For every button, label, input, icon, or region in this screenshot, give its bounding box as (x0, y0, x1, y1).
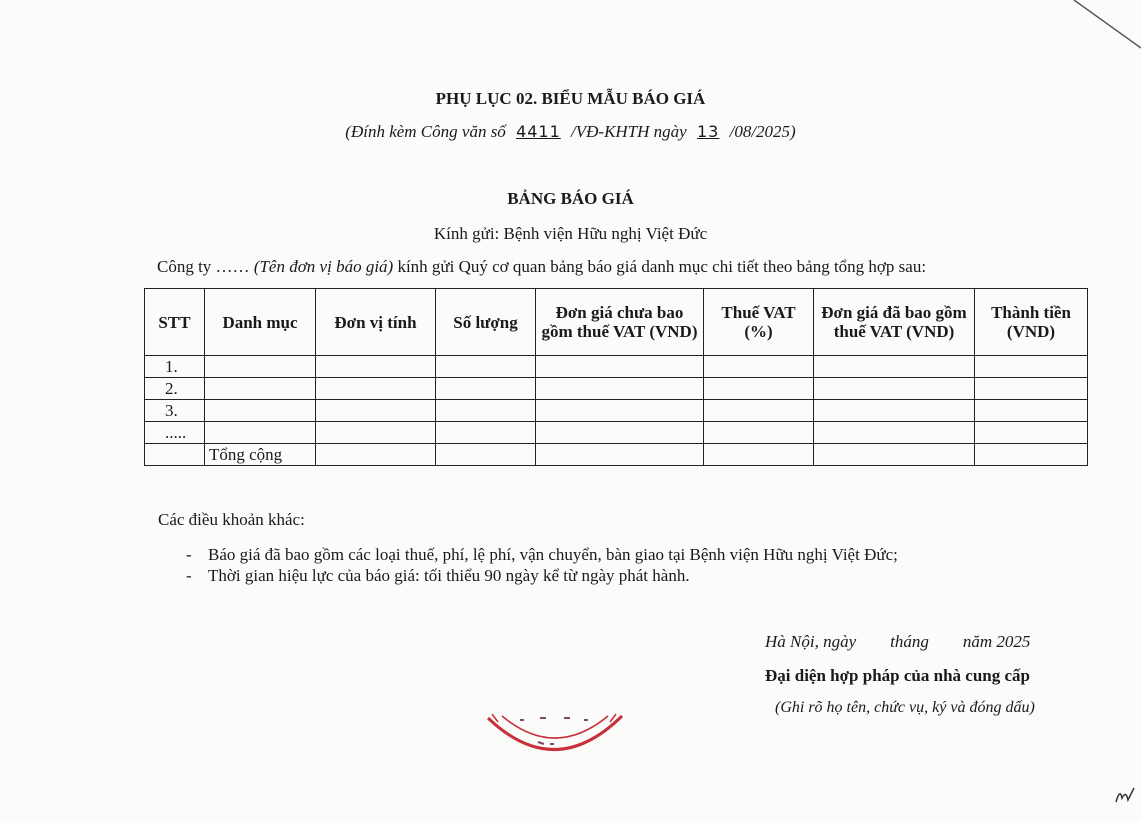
cell-total[interactable] (975, 356, 1088, 378)
cell-category[interactable] (205, 356, 316, 378)
cell-category[interactable] (205, 378, 316, 400)
cell-category[interactable] (205, 422, 316, 444)
header-price-excl-vat: Đơn giá chưa bao gồm thuế VAT (VND) (536, 289, 704, 356)
intro-line (157, 257, 926, 277)
cell-price-excl-vat[interactable] (536, 422, 704, 444)
cell-price-excl-vat[interactable] (536, 400, 704, 422)
table-row (145, 400, 1088, 422)
header-price-incl-vat: Đơn giá đã bao gồm thuế VAT (VND) (814, 289, 975, 356)
attachment-suffix: /08/2025) (729, 122, 796, 141)
table-total-row (145, 444, 1088, 466)
cell-unit[interactable] (316, 422, 436, 444)
appendix-title: PHỤ LỤC 02. BIỂU MẪU BÁO GIÁ (435, 89, 706, 108)
table-row (145, 356, 1088, 378)
header-total: Thành tiền (VND) (975, 289, 1088, 356)
header-vat-rate: Thuế VAT (%) (704, 289, 814, 356)
cell-unit[interactable] (316, 378, 436, 400)
place-date: Hà Nội, ngày tháng năm 2025 (765, 632, 1031, 651)
row-stt: ..... (145, 422, 205, 444)
cell-price-incl-vat[interactable] (814, 422, 975, 444)
term-item (186, 545, 898, 565)
cell-price-excl-vat[interactable] (536, 378, 704, 400)
bullet-dash: - (186, 566, 192, 585)
table-row (145, 422, 1088, 444)
form-title: BẢNG BÁO GIÁ (507, 189, 634, 208)
total-label: Tổng cộng (205, 444, 316, 466)
recipient-line: Kính gửi: Bệnh viện Hữu nghị Việt Đức (433, 224, 708, 243)
terms-heading: Các điều khoản khác: (158, 510, 305, 529)
attachment-prefix: (Đính kèm Công văn số (345, 122, 506, 141)
document-number: 4411 (516, 122, 561, 141)
cell-total[interactable] (975, 400, 1088, 422)
cell-price-excl-vat[interactable] (536, 444, 704, 466)
cell-price-incl-vat[interactable] (814, 356, 975, 378)
cell-price-excl-vat[interactable] (536, 356, 704, 378)
cell-unit[interactable] (316, 444, 436, 466)
cell-vat-rate[interactable] (704, 422, 814, 444)
header-category: Danh mục (205, 289, 316, 356)
cell-quantity[interactable] (436, 378, 536, 400)
signature-note: (Ghi rõ họ tên, chức vụ, ký và đóng dấu) (775, 699, 1035, 716)
header-stt: STT (145, 289, 205, 356)
paper-corner-line (1060, 0, 1141, 60)
intro-italic: (Tên đơn vị báo giá) (253, 257, 394, 276)
intro-suffix: kính gửi Quý cơ quan bảng báo giá danh mục chi tiết theo bảng tổng hợp sau: (393, 257, 927, 276)
handwritten-mark (1112, 778, 1140, 808)
cell-vat-rate[interactable] (704, 356, 814, 378)
header-quantity: Số lượng (436, 289, 536, 356)
intro-prefix: Công ty …… (157, 257, 254, 276)
header-unit: Đơn vị tính (316, 289, 436, 356)
quote-table (144, 288, 1088, 466)
bullet-dash: - (186, 545, 192, 564)
cell-vat-rate[interactable] (704, 444, 814, 466)
cell-quantity[interactable] (436, 444, 536, 466)
cell-vat-rate[interactable] (704, 400, 814, 422)
cell-total[interactable] (975, 378, 1088, 400)
row-stt (145, 444, 205, 466)
table-row (145, 378, 1088, 400)
attachment-middle: /VĐ-KHTH ngày (571, 122, 687, 141)
row-stt: 3. (145, 400, 205, 422)
cell-quantity[interactable] (436, 356, 536, 378)
cell-price-incl-vat[interactable] (814, 444, 975, 466)
cell-quantity[interactable] (436, 422, 536, 444)
document-day: 13 (696, 122, 720, 141)
red-stamp-partial (480, 712, 630, 762)
attachment-reference (0, 122, 1141, 142)
cell-price-incl-vat[interactable] (814, 400, 975, 422)
representative-title: Đại diện hợp pháp của nhà cung cấp (765, 666, 1030, 685)
row-stt: 1. (145, 356, 205, 378)
row-stt: 2. (145, 378, 205, 400)
cell-unit[interactable] (316, 356, 436, 378)
cell-unit[interactable] (316, 400, 436, 422)
cell-quantity[interactable] (436, 400, 536, 422)
term-item (186, 566, 690, 586)
cell-total[interactable] (975, 422, 1088, 444)
cell-price-incl-vat[interactable] (814, 378, 975, 400)
term-text: Thời gian hiệu lực của báo giá: tối thiểu 90 ngày kể từ ngày phát hành. (208, 566, 690, 585)
term-text: Báo giá đã bao gồm các loại thuế, phí, lệ phí, vận chuyển, bàn giao tại Bệnh viện Hữu nghị Việt Đức; (208, 545, 898, 564)
cell-vat-rate[interactable] (704, 378, 814, 400)
cell-category[interactable] (205, 400, 316, 422)
cell-total[interactable] (975, 444, 1088, 466)
table-header-row (145, 289, 1088, 356)
